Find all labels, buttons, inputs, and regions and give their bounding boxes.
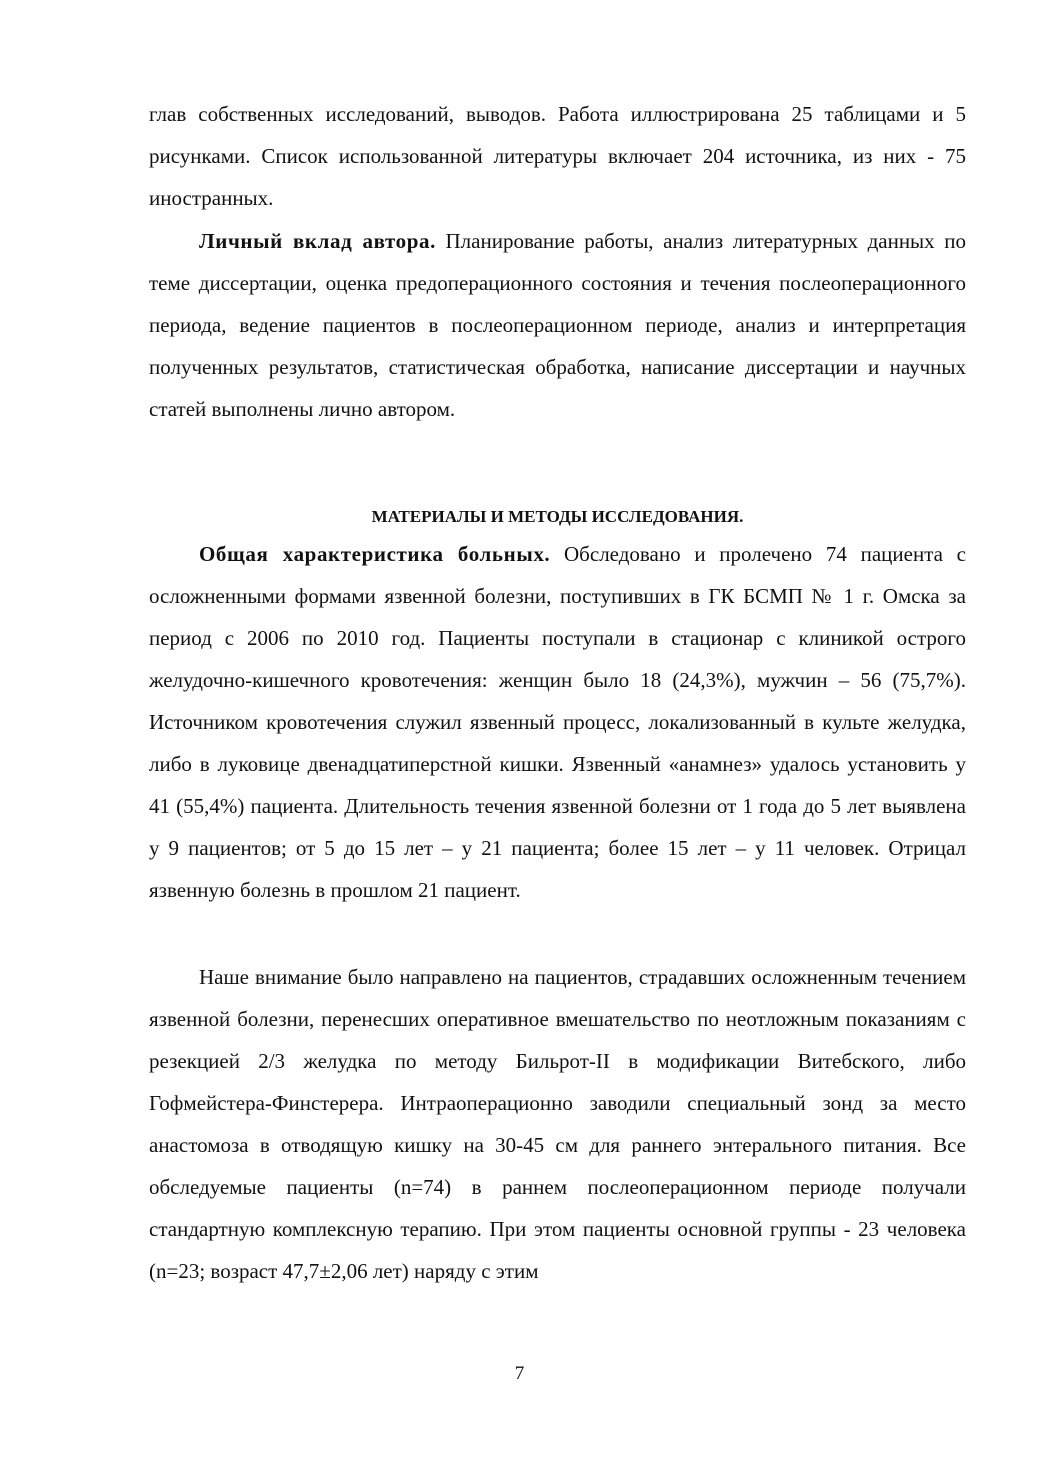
- intro-paragraph: глав собственных исследований, выводов. Работа иллюстрирована 25 таблицами и 5 рисунками. Список использованной литературы включает 204 источника, из них - 75 иностранных.: [149, 102, 966, 210]
- attention-paragraph: Наше внимание было направлено на пациентов, страдавших осложненным течением язвенной болезни, перенесших оперативное вмешательство по неотложным показаниям с резекцией 2/3 желудка по методу Бильрот-II в модификации Витебского, либо Гофмейстера-Финстерера. Интраоперационно заводили специальный зонд за место анастомоза в отводящую кишку на 30-45 см для раннего энтерального питания. Все обследуемые пациенты (n=74) в раннем послеоперационном периоде получали стандартную комплексную терапию. При этом пациенты основной группы - 23 человека (n=23; возраст 47,7±2,06 лет) наряду с этим: [149, 965, 966, 1283]
- contribution-paragraph: [149, 220, 966, 430]
- section-heading: МАТЕРИАЛЫ И МЕТОДЫ ИССЛЕДОВАНИЯ.: [371, 507, 744, 526]
- patients-paragraph: [149, 533, 966, 911]
- patients-block: [149, 533, 966, 911]
- contribution-text: Планирование работы, анализ литературных данных по теме диссертации, оценка предоперационного состояния и течения послеоперационного периода, ведение пациентов в послеоперационном периоде, анализ и интерпретация полученных результатов, статистическая обработка, написание диссертации и научных статей выполнены лично автором.: [149, 229, 966, 421]
- contribution-lead: Личный вклад автора.: [199, 229, 436, 253]
- intro-block: [149, 93, 966, 219]
- attention-block: [149, 956, 966, 1292]
- contribution-block: [149, 220, 966, 430]
- patients-text: Обследовано и пролечено 74 пациента с осложненными формами язвенной болезни, поступивших в ГК БСМП № 1 г. Омска за период с 2006 по 2010 год. Пациенты поступали в стационар с клиникой острого желудочно-кишечного кровотечения: женщин было 18 (24,3%), мужчин – 56 (75,7%). Источником кровотечения служил язвенный процесс, локализованный в культе желудка, либо в луковице двенадцатиперстной кишки. Язвенный «анамнез» удалось установить у 41 (55,4%) пациента. Длительность течения язвенной болезни от 1 года до 5 лет выявлена у 9 пациентов; от 5 до 15 лет – у 21 пациента; более 15 лет – у 11 человек. Отрицал язвенную болезнь в прошлом 21 пациент.: [149, 542, 966, 902]
- patients-lead: Общая характеристика больных.: [199, 542, 551, 566]
- page-number: 7: [514, 1363, 525, 1384]
